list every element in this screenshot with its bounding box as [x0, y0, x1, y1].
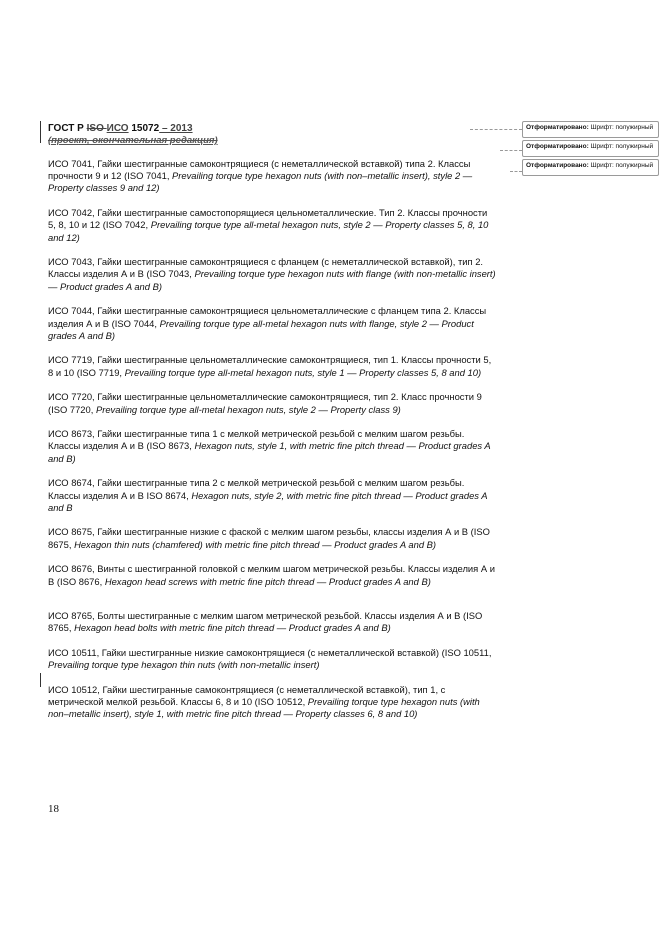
- entry-text: ИСО 7041, Гайки шестигранные самоконтрящиеся (с неметаллической вставкой) типа 2. Классы прочности 9 и 12 (ISO 7041,: [48, 158, 471, 182]
- format-comment[interactable]: [522, 121, 659, 138]
- entry-english-title: Hexagon head bolts with metric fine pitch thread — Product grades A and B): [74, 621, 391, 633]
- deleted-text: ISO: [86, 123, 107, 134]
- reference-list: [48, 158, 496, 733]
- reference-entry: [48, 610, 496, 634]
- format-comment[interactable]: [522, 159, 659, 176]
- reference-entry: [48, 354, 496, 378]
- entry-text: ИСО 8674, Гайки шестигранные типа 2 с мелкой метрической резьбой с мелким шагом резьбы. Классы изделия А и В ISO 8674,: [48, 477, 465, 501]
- entry-text: ИСО 8673, Гайки шестигранные типа 1 с мелкой метрической резьбой с мелким шагом резьбы. Классы изделия А и В (ISO 8673,: [48, 428, 465, 452]
- format-comment[interactable]: [522, 140, 659, 157]
- reference-entry: [48, 647, 496, 671]
- entry-english-title: Hexagon head screws with metric fine pitch thread — Product grades A and B): [104, 575, 431, 587]
- comment-pane: [522, 121, 659, 178]
- standard-designation: [48, 123, 468, 135]
- entry-text: ИСО 7044, Гайки шестигранные самоконтрящиеся цельнометаллические с фланцем типа 2. Классы изделия А и В (ISO 7044,: [48, 305, 487, 329]
- comment-label: Отформатировано:: [526, 143, 589, 150]
- entry-english-title: Prevailing torque type all-metal hexagon nuts with flange, style 2 — Product grades A and B): [48, 317, 474, 341]
- comment-text: Шрифт: полужирный: [590, 143, 654, 150]
- entry-english-title: Hexagon nuts, style 1, with metric fine pitch thread — Product grades A and B): [48, 440, 491, 464]
- entry-text: ИСО 10511, Гайки шестигранные низкие самоконтрящиеся (с неметаллической вставкой) (ISO 10511,: [48, 646, 492, 658]
- comment-label: Отформатировано:: [526, 162, 589, 169]
- entry-text: ИСО 7719, Гайки шестигранные цельнометаллические самоконтрящиеся, тип 1. Классы прочности 5, 8 и 10 (ISO 7719,: [48, 354, 492, 378]
- entry-text: ИСО 7043, Гайки шестигранные самоконтрящиеся с фланцем (с неметаллической вставкой), тип 2. Классы изделия А и В (ISO 7043,: [48, 256, 484, 280]
- entry-english-title: Prevailing torque type hexagon nuts with flange (with non-metallic insert) — Product grades A and B): [48, 268, 496, 292]
- reference-entry: [48, 305, 496, 342]
- reference-entry: [48, 158, 496, 195]
- comment-text: Шрифт: полужирный: [590, 124, 654, 131]
- entry-text: ИСО 8675, Гайки шестигранные низкие с фаской с мелким шагом резьбы, классы изделия А и В (ISO 8675,: [48, 526, 490, 550]
- change-bar: [40, 121, 41, 143]
- reference-entry: [48, 428, 496, 465]
- page-number: 18: [48, 803, 59, 815]
- entry-english-title: Hexagon nuts, style 2, with metric fine pitch thread — Product grades A and B: [48, 489, 488, 513]
- entry-english-title: Prevailing torque type hexagon nuts (with non–metallic insert), style 1, with metric fine pitch thread — Property classes 6, 8 and 10): [48, 695, 480, 719]
- document-header: [48, 123, 468, 147]
- draft-status: (проект, окончательная редакция): [48, 135, 218, 146]
- reference-entry: [48, 207, 496, 244]
- entry-english-title: Prevailing torque type all-metal hexagon nuts, style 2 — Property class 9): [95, 403, 401, 415]
- entry-english-title: Hexagon thin nuts (chamfered) with metric fine pitch thread — Product grades A and B): [74, 538, 437, 550]
- entry-english-title: Prevailing torque type hexagon nuts (with non–metallic insert), style 2 — Property classes 9 and 12): [48, 170, 473, 194]
- reference-entry: [48, 563, 496, 587]
- reference-entry: [48, 391, 496, 415]
- standard-number: 15072: [128, 123, 160, 134]
- entry-text: ИСО 7720, Гайки шестигранные цельнометаллические самоконтрящиеся, тип 2. Класс прочности 9 (ISO 7720,: [48, 391, 482, 415]
- entry-english-title: Prevailing torque type all-metal hexagon nuts, style 1 — Property classes 5, 8 and 10): [124, 366, 482, 378]
- reference-entry: [48, 684, 496, 721]
- reference-entry: [48, 477, 496, 514]
- entry-english-title: Prevailing torque type all-metal hexagon nuts, style 2 — Property classes 5, 8, 10 and 12): [48, 219, 489, 243]
- inserted-year: – 2013: [159, 123, 193, 134]
- entry-text: ИСО 10512, Гайки шестигранные самоконтрящиеся (с неметаллической вставкой), тип 1, с метрической мелкой резьбой. Классы 6, 8 и 10 (ISO 10512,: [48, 683, 446, 707]
- reference-entry: [48, 526, 496, 550]
- header-prefix: ГОСТ Р: [48, 123, 87, 134]
- comment-leader: [500, 150, 522, 151]
- entry-english-title: Prevailing torque type hexagon thin nuts (with non-metallic insert): [48, 658, 320, 670]
- inserted-text: ИСО: [106, 123, 129, 134]
- comment-leader: [470, 129, 522, 130]
- entry-text: ИСО 8765, Болты шестигранные с мелким шагом метрической резьбой. Классы изделия А и В (ISO 8765,: [48, 609, 483, 633]
- reference-entry: [48, 256, 496, 293]
- entry-text: ИСО 8676, Винты с шестигранной головкой с мелким шагом метрической резьбы. Классы изделия А и В (ISO 8676,: [48, 563, 495, 587]
- comment-text: Шрифт: полужирный: [590, 162, 654, 169]
- comment-leader: [510, 171, 522, 172]
- change-bar: [40, 673, 41, 687]
- entry-text: ИСО 7042, Гайки шестигранные самостопорящиеся цельнометаллические. Тип 2. Классы прочности 5, 8, 10 и 12 (ISO 7042,: [48, 207, 488, 231]
- comment-label: Отформатировано:: [526, 124, 589, 131]
